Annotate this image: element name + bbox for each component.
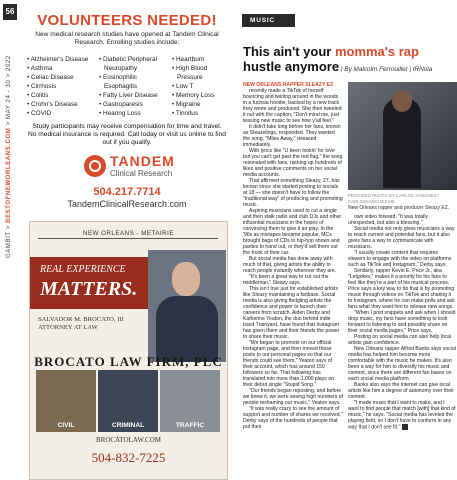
condition-item: • Heartburn — [172, 56, 205, 63]
paragraph: It didn't take long before her fans, known as Sleazelings, responded. They wanted the song, "Miles Away," released immediately. — [243, 124, 341, 148]
photo-caption — [348, 193, 456, 211]
paragraph: "It's been a great way to cut out the middleman," Sleazy says. — [243, 274, 329, 286]
firm-name: BROCATO LAW FIRM, PLC — [34, 354, 223, 369]
paragraph: This isn't true just for established artists like Sleazy maintaining a fanbase. Social media is also giving fledgling artists the confidence and power to launch their careers from scratch. Aiden Derby and Katherine Yeaton, the duo behind indie band Trainyard, have found that Instagram has given them and their friends the power to share their music. — [243, 286, 340, 340]
condition-item: • Memory Loss — [172, 92, 215, 99]
article-headline — [243, 44, 457, 77]
conditions-col-3 — [171, 55, 231, 118]
paragraph: "I usually create content that requires viewers to engage with the video on platforms such as TikTok and Instagram," Derby says. — [348, 250, 452, 268]
article-kicker: NEW ORLEANS RAPPER SLEAZY EZ — [243, 82, 334, 88]
law-website[interactable]: BROCATOLAW.COM — [96, 436, 161, 444]
headline-part-1: This ain't your — [243, 44, 335, 59]
paragraph: But social media has done away with much of that, giving artists the ability to reach people instantly wherever they are. — [243, 256, 337, 274]
practice-tile — [98, 370, 158, 432]
tandem-logo-name: TANDEM — [110, 153, 175, 169]
tandem-logo — [84, 153, 174, 181]
attorney-name — [38, 316, 124, 332]
end-mark-icon — [402, 424, 408, 430]
conditions-col-2 — [98, 55, 166, 118]
condition-item: • Eosinophilic Esophagitis — [99, 74, 138, 90]
paragraph: Posting on social media can also help local artists gain confidence. — [348, 334, 452, 346]
folio-date: > MAY 24 - 30 > 2022 — [6, 55, 12, 128]
paragraph: "Our friends began reposting, and before we knew it, we were seeing high numbers of people reshaming our music," Yeaton says. — [243, 388, 343, 406]
divider — [38, 238, 218, 239]
condition-item: • Cirrhosis — [27, 83, 57, 90]
headline-part-2: hustle anymore — [243, 59, 340, 74]
tagline-1: REAL EXPERIENCE — [40, 264, 126, 275]
byline: | By Malcolm Ferrouillet | IRNola — [339, 66, 433, 73]
condition-item: • Celiac Disease — [27, 74, 74, 81]
paragraph: "It was really crazy to see the amount of support and number of shares we received," Derby says of the hundreds of people that put their — [243, 406, 343, 430]
condition-item: • COVID — [27, 110, 52, 117]
practice-tile — [36, 370, 96, 432]
conditions-col-1 — [26, 55, 94, 118]
practice-tile-label: TRAFFIC — [175, 422, 205, 429]
tagline-2: MATTERS. — [40, 278, 138, 300]
volunteer-headline: VOLUNTEERS NEEDED! — [37, 12, 217, 29]
article-column-2 — [348, 214, 456, 430]
paragraph: "I made music that I want to make, and I want to find people that match [with] that kind of music," he says. "Social media has leveled the playing field, so I don't have to conform in any way that I don't see fit." — [348, 400, 456, 431]
folio-site: BESTOFNEWORLEANS.COM — [6, 127, 12, 223]
practice-tile — [160, 370, 220, 432]
folio-prefix: GAMBIT > — [6, 222, 12, 258]
caption-text: New Orleans rapper and producer Sleazy EZ. — [348, 205, 450, 211]
condition-item: • High Blood Pressure — [172, 65, 208, 81]
condition-item: • Hearing Loss — [99, 110, 141, 117]
condition-item: • Crohn's Disease — [27, 101, 78, 108]
condition-item: • Diabetic Peripheral Neuropathy — [99, 56, 158, 72]
attorney-line-2: ATTORNEY AT LAW — [38, 324, 98, 331]
paragraph: "We began to promote on our official Instagram page, and then moved those posts to our personal pages so that our friends could see them," Yeaton says of their account, which has around 150 followers so far. That following has translated into more than 1,000 plays on their debut single "Stupid Song." — [243, 340, 334, 388]
paragraph: own video forward. "It was totally unexpected, but also a blessing." — [348, 214, 429, 226]
article — [243, 0, 457, 480]
ad-column — [22, 0, 232, 480]
practice-tiles — [36, 370, 221, 432]
condition-item: • Asthma — [27, 65, 53, 72]
condition-item: • Migraine — [172, 101, 201, 108]
paragraph: New Orleans rapper Alfred Banks says social media has helped him become more comfortable with the music he makes. It's also been a way for him to diversify his music and content, since there are different fan bases on each social media platform. — [348, 346, 456, 382]
paragraph: Aspiring musicians used to cut a single and then stalk radio and club DJs and other influential musicians in the hopes of convincing them to give it air play. In the '90s as mixtapes became popular, MCs brought bags of CDs to hip-hop shows and parties to hand out, or they'd sell them out the trunk of their car. — [243, 208, 342, 256]
page-folio — [6, 55, 12, 258]
paragraph: Social media not only gives musicians a way to reach current and potential fans, but it also gives fans a way to communicate with musicians. — [348, 226, 455, 250]
law-city: NEW ORLEANS - METAIRIE — [83, 230, 174, 237]
practice-tile-label: CIVIL — [57, 422, 75, 429]
paragraph: recently made a TikTok of herself bouncing and twirling around in the woods in a fuchsia hoodie, backed by a new track they wrote and produced. She then tweeted it out with the caption, "Don't mind me, just teasing new music to see how y'all feel." — [243, 88, 342, 124]
headline-highlight: momma's rap — [334, 44, 419, 59]
study-text: Study participants may receive compensation for time and travel. No medical insurance is required. Call today or visit us online to find out if you qualify. — [28, 123, 226, 146]
paragraph: Banks also says the internet can give local artists like him a degree of autonomy over their content. — [348, 382, 454, 400]
tandem-url[interactable]: TandemClinicalResearch.com — [67, 199, 187, 209]
condition-item: • Low T — [172, 83, 194, 90]
tandem-logo-mark-icon — [84, 155, 106, 177]
paragraph: Similarly, rapper Kevin E. Price Jr., aka "Letgokev," makes it a priority for his fans to feel like they're a part of his musical process. Price says a key way to do that is by promoting music through videos on TikTok and sharing it to Instagram, where he can make polls and ask fans what they want him to release new songs. — [348, 268, 455, 310]
paragraph: "When I post snippets and ask when I should drop music, my fans have something to look forward to listening to and possibly share on their social media pages," Price says. — [348, 310, 456, 334]
paragraph: With lyrics like "U been lookin' for love but you can't get past the red flag," the song resonated with fans, racking up hundreds of likes and positive comments on her social media accounts. — [243, 148, 343, 178]
law-firm-ad — [29, 221, 228, 480]
tandem-phone: 504.217.7714 — [93, 186, 161, 198]
section-tag: MUSIC — [242, 14, 295, 27]
practice-tile-label: CRIMINAL — [111, 422, 145, 429]
volunteer-intro: New medical research studies have opened at Tandem Clinical Research. Enrolling studies include: — [35, 31, 219, 46]
article-photo — [348, 82, 457, 190]
article-column-1 — [243, 82, 343, 430]
photo-credit: PROVIDED PHOTO BY CARLOS SANCHEZ / CARLOSSANCHEZ.ME — [348, 193, 439, 204]
attorney-photo — [148, 250, 226, 362]
tandem-logo-sub: Clinical Research — [110, 169, 173, 178]
condition-item: • Fatty Liver Disease — [99, 92, 158, 99]
law-phone: 504-832-7225 — [91, 450, 166, 465]
attorney-line-1: SALVADOR M. BROCATO, III — [38, 316, 124, 323]
condition-item: • Alzheimer's Disease — [27, 56, 89, 63]
paragraph: That affirmed something Sleazy, 27, has known since she started posting to socials at 18 — she doesn't have to follow the "traditional way" of producing and promoting music. — [243, 178, 343, 208]
condition-item: • Tinnitus — [172, 110, 199, 117]
condition-item: • Gastroparesis — [99, 101, 143, 108]
condition-item: • Colitis — [27, 92, 49, 99]
page-number: 56 — [3, 4, 17, 20]
